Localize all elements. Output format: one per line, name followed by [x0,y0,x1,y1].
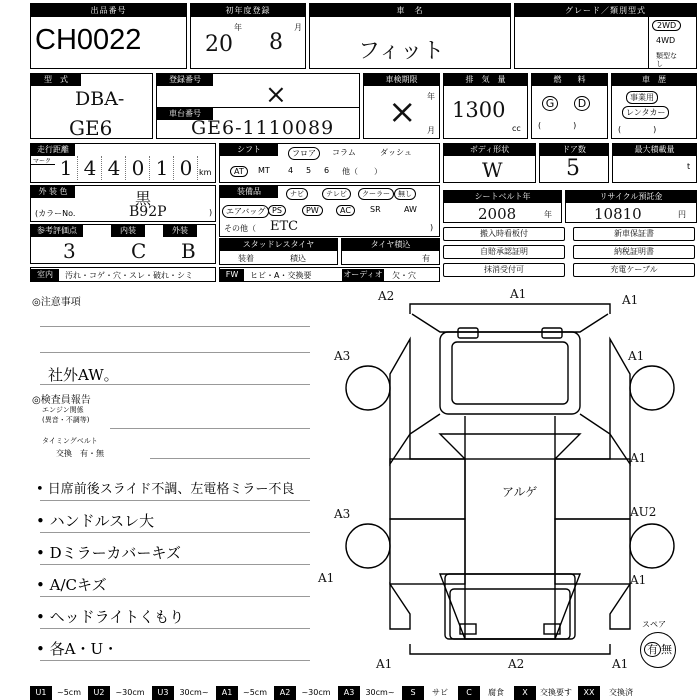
equipment-option: PS [268,205,286,216]
inspector-title: ◎検査員報告 [32,395,91,406]
studless-label: スタッドレスタイヤ [220,239,337,251]
body-type-box [443,143,536,183]
note-line [40,532,310,533]
damage-mark: アルゲ [502,485,538,499]
mileage-digit: 1 [151,156,174,180]
interior-score-label: 内装 [111,225,145,237]
interior-row [30,267,216,282]
damage-mark: A1 [630,451,647,465]
legend-key: U3 [152,686,174,700]
ref-score-value: 3 [63,239,76,263]
damage-mark: A1 [510,287,527,301]
car-damage-diagram [318,284,670,671]
wheel-front-left-outline [346,366,390,410]
legend-value: ~5cm [57,688,81,697]
chassis-value: GE6-1110089 [191,117,335,139]
damage-mark: A1 [612,657,629,671]
mileage-box [30,143,216,183]
damage-mark: A1 [628,349,645,363]
fuel-box [531,73,608,139]
inspector-item: • ヘッドライトくもり [36,608,185,626]
inspector-item: • Dミラーカバーキズ [36,544,182,562]
type-box [30,73,153,139]
equipment-option: SR [370,205,381,214]
note-line [40,326,310,327]
interior-score-value: C [131,239,147,263]
registration-box [156,73,360,139]
doors-label: ドア数 [540,144,608,156]
damage-mark: A2 [378,289,395,303]
shape-none: 類型なし [656,52,677,68]
front-right-fender-outline [610,339,630,464]
equipment-option: AC [336,205,355,216]
first-registration-box [190,3,306,69]
front-right-door-outline [555,459,630,519]
first-registration-label: 初年度登録 [191,4,305,17]
legend-key: S [402,686,424,700]
notes-title: ◎注意事項 [32,297,81,308]
wheel-rear-left-outline [346,524,390,568]
registration-label: 登録番号 [157,74,213,86]
shift-box [219,143,440,183]
legend-key: XX [578,686,600,700]
history-label: 車 歴 [612,74,696,86]
history-commercial: 事業用 [626,91,658,104]
legend-key: U2 [88,686,110,700]
legend-value: ~5cm [243,688,267,697]
fuel-d: D [574,96,590,111]
studless-box [219,238,338,265]
inspector-item: • ハンドルスレ大 [36,512,155,530]
seatbelt-unit: 年 [544,210,552,219]
note-line [40,500,310,501]
legend-key: U1 [30,686,52,700]
seatbelt-label: シートベルト年 [444,191,561,203]
damage-mark: AU2 [630,505,657,519]
document-item: 新車保証書 [573,227,695,241]
lot-number-label: 出品番号 [31,4,186,17]
drive-2wd: 2WD [652,20,681,31]
equipment-other-close: ) [430,223,434,232]
tire-load-label: タイヤ積込 [342,239,439,251]
documents-grid [443,227,697,283]
rear-bumper-outline [410,644,610,654]
fuel-g: G [542,96,558,111]
fw-label: FW [220,269,244,281]
hood-outline [440,332,580,414]
registration-value: × [265,80,287,110]
inspection-year-unit: 年 [427,92,435,101]
legend-value: 30cm~ [179,688,209,697]
year-unit: 年 [234,23,242,32]
legend-key: C [458,686,480,700]
engine-sub: (異音・不調等) [42,416,90,424]
mileage-digit: 1 [55,156,78,180]
displacement-label: 排 気 量 [444,74,527,86]
damage-marks [317,287,656,671]
document-item: 抹消受付可 [443,263,565,277]
legend-key: X [514,686,536,700]
studless-opt1: 装着 [238,254,254,263]
color-label: 外 装 色 [31,186,75,198]
inspector-item: • 日席前後スライド不調、左電格ミラー不良 [36,482,295,497]
inspector-item: • 各A・U・ [36,640,119,658]
color-box [30,185,216,222]
headlight-right-outline [542,328,562,338]
equipment-box [219,185,440,237]
lot-number: CH0022 [35,24,142,56]
recycle-value: 10810 [594,205,642,223]
fw-text: ヒビ・A・交換要 [250,271,312,280]
fuel-paren: ( ) [538,121,577,130]
wheel-front-right-outline [630,366,674,410]
capacity-box [612,143,697,183]
note-line [40,596,310,597]
document-item: 充電ケーブル [573,263,695,277]
seatbelt-value: 2008 [478,205,517,223]
wheel-rear-right-outline [630,524,674,568]
document-item: 納税証明書 [573,245,695,259]
mileage-digit: 0 [127,156,150,180]
spare-label: スペア [642,620,666,629]
type-label: 型 式 [31,74,81,86]
mileage-digit: 4 [103,156,126,180]
timing-sub: 交換 有・無 [56,449,104,458]
interior-row-label: 室内 [31,269,59,281]
tailgate-outline [450,589,570,639]
damage-mark: A1 [376,657,393,671]
note-1: 社外AW。 [48,366,119,384]
equipment-other-value: ETC [270,219,299,234]
front-bumper-outline [410,304,610,314]
seatbelt-box [443,190,562,223]
model-name: フィット [358,39,445,64]
tire-load-yes: 有 [422,254,430,263]
grade-box [514,3,697,69]
headlight-left-outline [458,328,478,338]
windshield-outline [440,434,580,459]
displacement-unit: cc [512,124,521,133]
recycle-box [565,190,697,223]
equipment-option: 無し [394,188,416,200]
interior-row-text: 汚れ・コゲ・穴・スレ・破れ・シミ [65,271,193,280]
mileage-label: 走行距離 [31,144,75,156]
windshield-left-outline [410,414,465,459]
fw-row [219,267,440,282]
shift-option: MT [258,166,270,175]
type-value-2: GE6 [69,116,113,140]
mileage-unit: km [199,168,212,177]
grade-label: グレード／類別型式 [515,4,696,17]
capacity-unit: t [687,162,691,171]
shift-floor: フロア [288,147,320,160]
doors-value: 5 [566,156,580,181]
damage-mark: A3 [334,507,351,521]
first-registration-month: 8 [269,30,283,55]
document-item: 搬入時看板付 [443,227,565,241]
front-left-door-outline [390,459,465,519]
rear-left-fender-outline [390,584,410,629]
equipment-label: 装備品 [220,186,278,198]
note-line [110,428,310,429]
damage-mark: A1 [622,293,639,307]
spare-no: 無 [661,643,672,656]
fuel-label: 燃 料 [532,74,607,86]
model-name-label: 車 名 [310,4,510,17]
note-line [40,660,310,661]
audio-label: オーディオ [343,270,383,279]
front-left-fender-outline [390,339,410,464]
damage-mark: A1 [630,573,647,587]
hood-inner-outline [452,342,568,404]
history-rental: レンタカー [622,106,669,119]
windshield-right-outline [555,414,610,459]
shift-option: 6 [324,166,330,175]
mileage-digit: 0 [175,156,198,180]
inspection-value: × [388,92,417,132]
studless-opt2: 積込 [290,254,306,263]
history-paren: ( ) [618,125,657,134]
legend-value: 腐食 [488,688,504,697]
model-name-box [309,3,511,69]
drive-4wd: 4WD [656,36,676,45]
equipment-option: クーラー [358,188,394,200]
recycle-label: リサイクル預託金 [566,191,696,203]
inspection-month-unit: 月 [427,126,435,135]
legend-value: 30cm~ [365,688,395,697]
damage-mark: A1 [318,571,335,585]
color-code: B92P [129,204,167,220]
note-line [40,564,310,565]
mileage-digit: 4 [79,156,102,180]
spare-yes: 有 [644,642,661,657]
shift-option: AT [230,166,248,177]
equipment-option: PW [302,205,323,216]
timing-label: タイミングベルト [42,437,98,445]
hood-front-outline [412,314,608,332]
inspection-label: 車検期限 [364,74,439,86]
color-code-close: ) [209,208,213,217]
equipment-option: AW [404,205,417,214]
legend-value: 交換要す [540,688,572,697]
note-line [40,384,310,385]
equipment-option: ナビ [286,188,308,200]
mark-label: マーク [33,158,52,165]
note-line [40,352,310,353]
equipment-option: エアバッグ [222,205,269,218]
chassis-label: 車台番号 [157,108,213,120]
damage-mark: A2 [508,657,525,671]
legend-value: ~30cm [301,688,331,697]
legend-key: A2 [274,686,296,700]
shift-label: シフト [220,144,278,156]
engine-label: エンジン関係 [42,406,84,414]
shift-option: 他（ ） [342,167,382,176]
recycle-unit: 円 [678,210,686,219]
body-type-label: ボディ形状 [444,144,535,156]
type-value-1: DBA- [75,88,125,110]
body-type-value: W [482,158,503,182]
note-line [40,628,310,629]
damage-mark: A3 [334,349,351,363]
inspector-item: • A/Cキズ [36,576,107,594]
legend-key: A3 [338,686,360,700]
shift-option: 4 [288,166,294,175]
shift-dash: ダッシュ [380,148,412,157]
legend-value: サビ [432,688,448,697]
note-line [150,458,310,459]
first-registration-year: 20 [205,32,233,57]
month-unit: 月 [294,23,302,32]
spare-circle [640,632,676,668]
audio-text: 欠・穴 [392,271,416,280]
capacity-label: 最大積載量 [613,144,696,156]
color-value: 黒 [135,189,152,208]
exterior-score-value: B [181,239,196,263]
exterior-score-label: 外装 [163,225,197,237]
shift-column: コラム [332,148,356,157]
legend-value: 交換済 [609,688,633,697]
color-code-label: (カラーNo. [35,209,76,218]
inspection-box [363,73,440,139]
shift-option: 5 [306,166,312,175]
displacement-value: 1300 [452,98,506,122]
equipment-other-label: その他（ [224,224,256,233]
legend-key: A1 [216,686,238,700]
lot-number-box [30,3,187,69]
scores-box [30,224,216,264]
document-item: 自賠承認証明 [443,245,565,259]
doors-box [539,143,609,183]
rear-right-fender-outline [610,584,630,629]
ref-score-label: 参考評価点 [31,225,83,237]
tire-load-box [341,238,440,265]
history-box [611,73,697,139]
equipment-option: テレビ [322,188,351,200]
legend-value: ~30cm [115,688,145,697]
displacement-box [443,73,528,139]
